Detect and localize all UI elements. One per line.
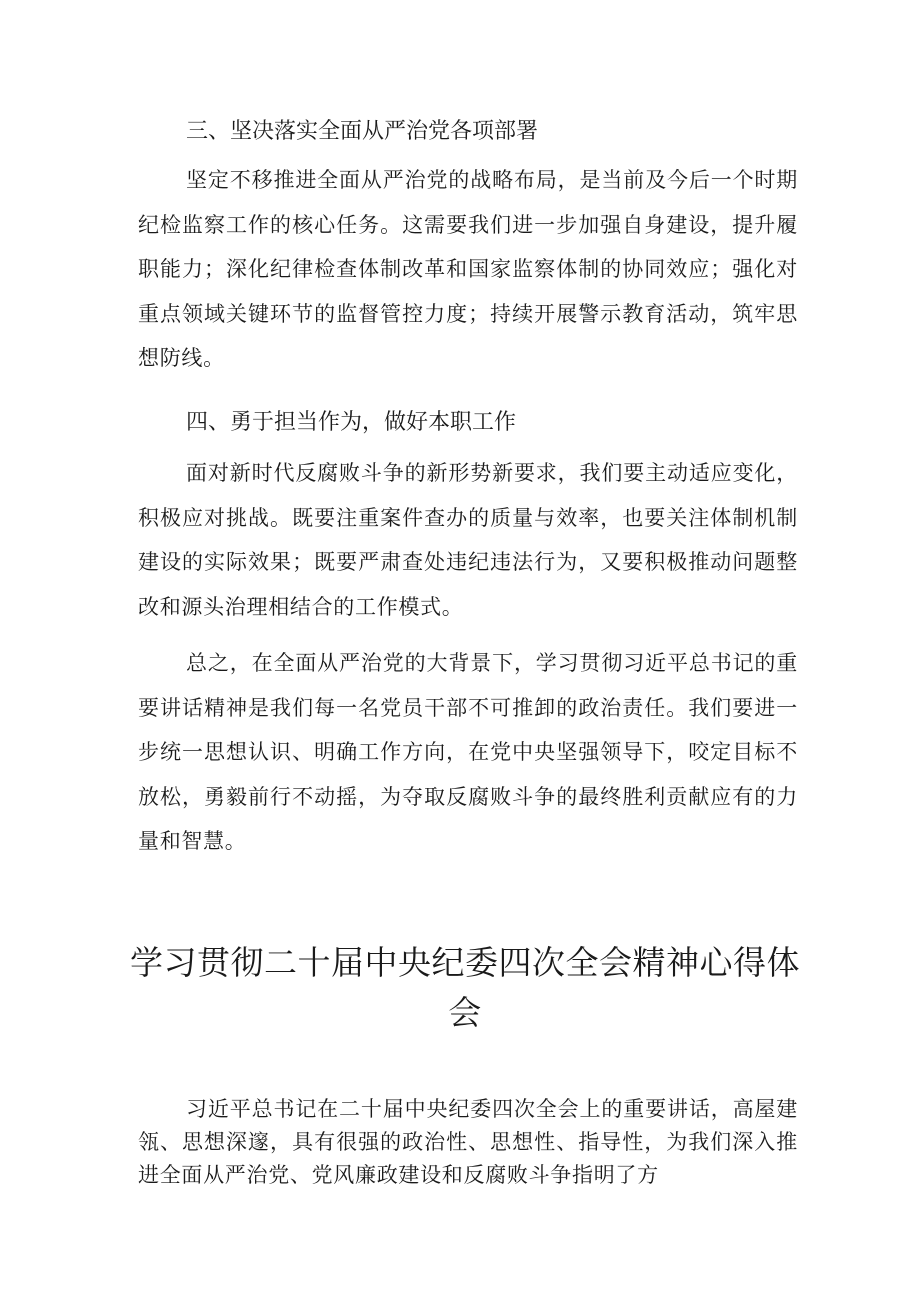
- section-3-heading: 三、坚决落实全面从严治党各项部署: [186, 119, 539, 144]
- section-3-paragraph: 坚定不移推进全面从严治党的战略布局，是当前及今后一个时期纪检监察工作的核心任务。这需要我们进一步加强自身建设，提升履职能力；深化纪律检查体制改革和国家监察体制的协同效应；强化对重点领域关键环节的监督管控力度；持续开展警示教育活动，筑牢思想防线。: [138, 168, 798, 370]
- article-title: 学习贯彻二十届中央纪委四次全会精神心得体会: [130, 943, 800, 1032]
- conclusion-paragraph: 总之，在全面从严治党的大背景下，学习贯彻习近平总书记的重要讲话精神是我们每一名党员干部不可推卸的政治责任。我们要进一步统一思想认识、明确工作方向，在党中央坚强领导下，咬定目标不放松，勇毅前行不动摇，为夺取反腐败斗争的最终胜利贡献应有的力量和智慧。: [138, 651, 798, 853]
- article-intro-paragraph: 习近平总书记在二十届中央纪委四次全会上的重要讲话，高屋建瓴、思想深邃，具有很强的政治性、思想性、指导性，为我们深入推进全面从严治党、党风廉政建设和反腐败斗争指明了方: [138, 1097, 798, 1187]
- section-4-paragraph: 面对新时代反腐败斗争的新形势新要求，我们要主动适应变化，积极应对挑战。既要注重案件查办的质量与效率，也要关注体制机制建设的实际效果；既要严肃查处违纪违法行为，又要积极推动问题整改和源头治理相结合的工作模式。: [138, 461, 798, 619]
- section-4-heading: 四、勇于担当作为，做好本职工作: [186, 410, 517, 435]
